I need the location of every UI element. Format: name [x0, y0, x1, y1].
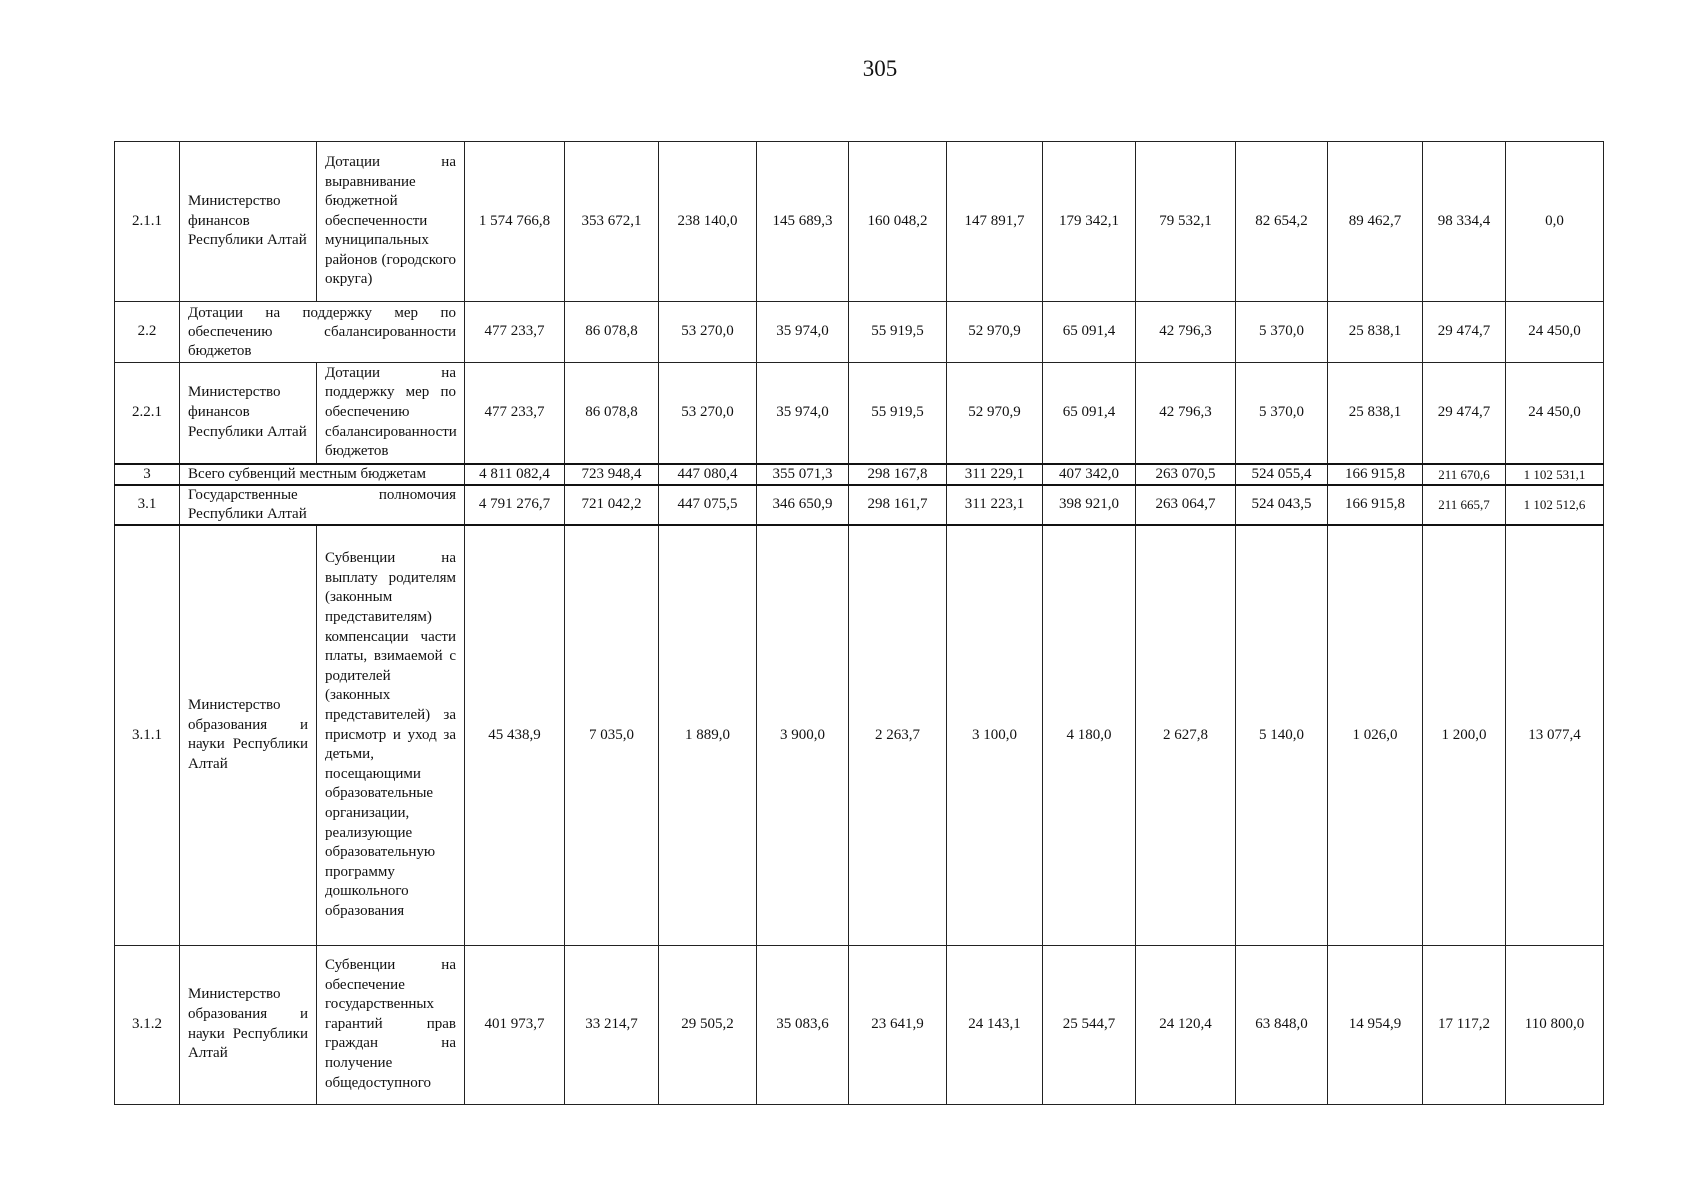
value-cell: 721 042,2: [565, 485, 659, 525]
value-cell: 263 070,5: [1136, 464, 1236, 486]
value-cell: 65 091,4: [1043, 363, 1136, 464]
value-cell: 447 075,5: [659, 485, 757, 525]
value-cell: 13 077,4: [1506, 525, 1604, 945]
value-cell: 52 970,9: [947, 363, 1043, 464]
value-cell: 42 796,3: [1136, 302, 1236, 363]
value-cell: 166 915,8: [1328, 485, 1423, 525]
value-cell: 2 263,7: [849, 525, 947, 945]
organization-cell: Министерство образования и науки Республики Алтай: [180, 525, 317, 945]
value-cell: 0,0: [1506, 142, 1604, 302]
value-cell: 86 078,8: [565, 302, 659, 363]
row-code: 3.1: [115, 485, 180, 525]
value-cell: 53 270,0: [659, 363, 757, 464]
value-cell: 63 848,0: [1236, 945, 1328, 1104]
value-cell: 2 627,8: [1136, 525, 1236, 945]
table-row: [115, 142, 1604, 302]
value-cell: 160 048,2: [849, 142, 947, 302]
row-code: 2.2: [115, 302, 180, 363]
value-cell: 477 233,7: [465, 302, 565, 363]
budget-table: [114, 141, 1604, 1105]
value-cell: 401 973,7: [465, 945, 565, 1104]
section-label: Дотации на поддержку мер по обеспечению сбалансированности бюджетов: [180, 302, 465, 363]
value-cell: 524 055,4: [1236, 464, 1328, 486]
value-cell: 353 672,1: [565, 142, 659, 302]
table-row: [115, 363, 1604, 464]
value-cell: 53 270,0: [659, 302, 757, 363]
value-cell: 311 223,1: [947, 485, 1043, 525]
value-cell: 35 974,0: [757, 363, 849, 464]
value-cell: 524 043,5: [1236, 485, 1328, 525]
value-cell: 5 140,0: [1236, 525, 1328, 945]
value-cell: 23 641,9: [849, 945, 947, 1104]
value-cell: 311 229,1: [947, 464, 1043, 486]
value-cell: 355 071,3: [757, 464, 849, 486]
value-cell: 1 889,0: [659, 525, 757, 945]
value-cell: 52 970,9: [947, 302, 1043, 363]
value-cell: 82 654,2: [1236, 142, 1328, 302]
value-cell: 447 080,4: [659, 464, 757, 486]
value-cell: 5 370,0: [1236, 363, 1328, 464]
value-cell: 346 650,9: [757, 485, 849, 525]
value-cell: 55 919,5: [849, 302, 947, 363]
organization-cell: Министерство образования и науки Республики Алтай: [180, 945, 317, 1104]
page-number: 305: [862, 56, 898, 81]
value-cell: 17 117,2: [1423, 945, 1506, 1104]
value-cell: 33 214,7: [565, 945, 659, 1104]
value-cell: 98 334,4: [1423, 142, 1506, 302]
section-label: Всего субвенций местным бюджетам: [180, 464, 465, 486]
value-cell: 24 450,0: [1506, 363, 1604, 464]
value-cell: 24 120,4: [1136, 945, 1236, 1104]
value-cell: 42 796,3: [1136, 363, 1236, 464]
table-row: [115, 485, 1604, 525]
organization-cell: Министерство финансов Республики Алтай: [180, 142, 317, 302]
value-cell: 298 161,7: [849, 485, 947, 525]
description-cell: Субвенции на выплату родителям (законным представителям) компенсации части платы, взимаемой с родителей (законных представителей) за присмотр и уход за детьми, посещающими образовательные организации, реализующие образовательную программу дошкольного образования: [317, 525, 465, 945]
value-cell: 477 233,7: [465, 363, 565, 464]
value-cell: 29 474,7: [1423, 302, 1506, 363]
value-cell: 89 462,7: [1328, 142, 1423, 302]
value-cell: 55 919,5: [849, 363, 947, 464]
value-cell: 24 450,0: [1506, 302, 1604, 363]
value-cell: 110 800,0: [1506, 945, 1604, 1104]
value-cell: 3 900,0: [757, 525, 849, 945]
value-cell: 35 083,6: [757, 945, 849, 1104]
row-code: 3.1.1: [115, 525, 180, 945]
value-cell: 3 100,0: [947, 525, 1043, 945]
value-cell: 145 689,3: [757, 142, 849, 302]
value-cell: 7 035,0: [565, 525, 659, 945]
value-cell: 5 370,0: [1236, 302, 1328, 363]
value-cell: 45 438,9: [465, 525, 565, 945]
row-code: 2.1.1: [115, 142, 180, 302]
value-cell: 25 838,1: [1328, 363, 1423, 464]
value-cell: 211 670,6: [1423, 464, 1506, 486]
table-row: [115, 302, 1604, 363]
value-cell: 1 102 531,1: [1506, 464, 1604, 486]
organization-cell: Министерство финансов Республики Алтай: [180, 363, 317, 464]
value-cell: 166 915,8: [1328, 464, 1423, 486]
value-cell: 86 078,8: [565, 363, 659, 464]
value-cell: 263 064,7: [1136, 485, 1236, 525]
table-row: [115, 525, 1604, 945]
value-cell: 25 544,7: [1043, 945, 1136, 1104]
description-cell: Субвенции на обеспечение государственных гарантий прав граждан на получение общедоступного: [317, 945, 465, 1104]
value-cell: 79 532,1: [1136, 142, 1236, 302]
value-cell: 29 474,7: [1423, 363, 1506, 464]
value-cell: 25 838,1: [1328, 302, 1423, 363]
value-cell: 65 091,4: [1043, 302, 1136, 363]
value-cell: 29 505,2: [659, 945, 757, 1104]
value-cell: 35 974,0: [757, 302, 849, 363]
value-cell: 147 891,7: [947, 142, 1043, 302]
description-cell: Дотации на поддержку мер по обеспечению сбалансированности бюджетов: [317, 363, 465, 464]
value-cell: 211 665,7: [1423, 485, 1506, 525]
value-cell: 723 948,4: [565, 464, 659, 486]
value-cell: 1 102 512,6: [1506, 485, 1604, 525]
value-cell: 1 200,0: [1423, 525, 1506, 945]
value-cell: 4 811 082,4: [465, 464, 565, 486]
value-cell: 179 342,1: [1043, 142, 1136, 302]
description-cell: Дотации на выравнивание бюджетной обеспеченности муниципальных районов (городского округа): [317, 142, 465, 302]
section-label: Государственные полномочия Республики Алтай: [180, 485, 465, 525]
value-cell: 14 954,9: [1328, 945, 1423, 1104]
value-cell: 298 167,8: [849, 464, 947, 486]
value-cell: 398 921,0: [1043, 485, 1136, 525]
row-code: 3: [115, 464, 180, 486]
row-code: 2.2.1: [115, 363, 180, 464]
row-code: 3.1.2: [115, 945, 180, 1104]
value-cell: 238 140,0: [659, 142, 757, 302]
table-row: [115, 464, 1604, 486]
value-cell: 4 791 276,7: [465, 485, 565, 525]
value-cell: 1 574 766,8: [465, 142, 565, 302]
value-cell: 4 180,0: [1043, 525, 1136, 945]
value-cell: 1 026,0: [1328, 525, 1423, 945]
table-row: [115, 945, 1604, 1104]
value-cell: 24 143,1: [947, 945, 1043, 1104]
value-cell: 407 342,0: [1043, 464, 1136, 486]
